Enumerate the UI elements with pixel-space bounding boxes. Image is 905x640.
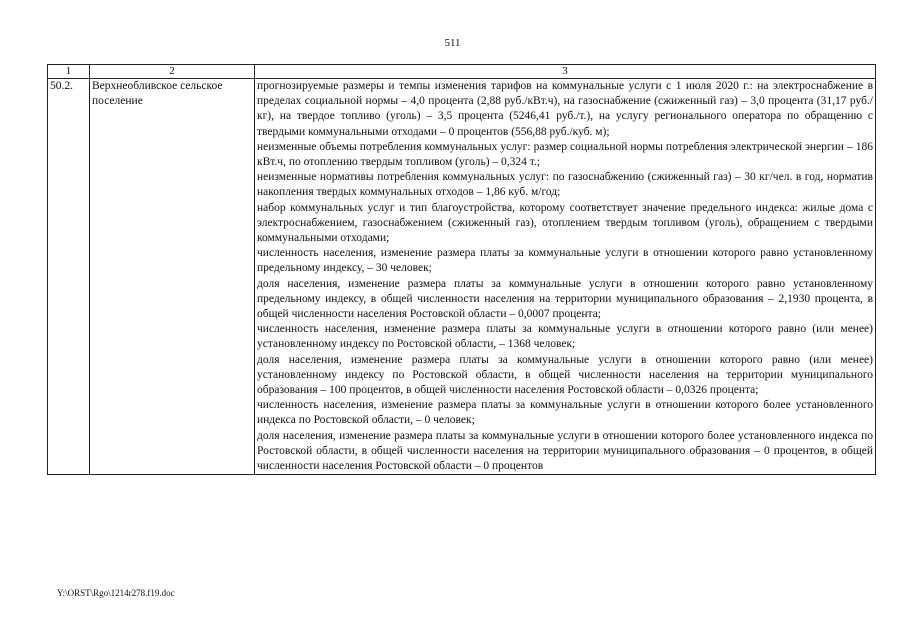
column-header-2: 2 <box>90 65 255 79</box>
column-header-3: 3 <box>255 65 876 79</box>
paragraph-share-equal-limit: доля населения, изменение размера платы за коммунальные услуги в отношении которого равно установленному предельному индексу, в общей численности населения на территории муниципального образования – 2,1930 процента, в общей численности населения Ростовской области – 0,0007 процента; <box>257 277 873 321</box>
footer-file-path: Y:\ORST\Rgo\1214r278.f19.doc <box>57 588 175 598</box>
paragraph-service-set: набор коммунальных услуг и тип благоустройства, которому соответствует значение предельного индекса: жилые дома с электроснабжением, газоснабжением (сжиженный газ), отоплением твердым топливом (уголь), обращением с твердыми коммунальными отходами; <box>257 201 873 245</box>
paragraph-tariff-forecast: прогнозируемые размеры и темпы изменения тарифов на коммунальные услуги с 1 июля 2020 г.: на электроснабжение в пределах социальной нормы – 4,0 процента (2,88 руб./кВт.ч), на газоснабжение (сжиженный газ) – 3,0 процента (31,17 руб./кг), на твердое топливо (уголь) – 3,5 процента (5246,41 руб./т.), на услугу регионального оператора по обращению с твердыми коммунальными отходами – 0 процентов (556,88 руб./куб. м); <box>257 80 873 138</box>
paragraph-population-equal-limit: численность населения, изменение размера платы за коммунальные услуги в отношении которого равно установленному предельному индексу, – 30 человек; <box>257 247 873 275</box>
table-row <box>48 79 876 475</box>
paragraph-population-above-index: численность населения, изменение размера платы за коммунальные услуги в отношении которого более установленного индекса по Ростовской области, – 0 человек; <box>257 399 873 427</box>
paragraph-consumption-volumes: неизменные объемы потребления коммунальных услуг: размер социальной нормы потребления электрической энергии – 186 кВт.ч, по отоплению твердым топливом (уголь) – 0,324 т.; <box>257 140 873 169</box>
table-header-row <box>48 65 876 79</box>
paragraph-population-regional-index: численность населения, изменение размера платы за коммунальные услуги в отношении которого равно (или менее) установленному индексу по Ростовской области, – 1368 человек; <box>257 323 873 351</box>
column-header-1: 1 <box>48 65 90 79</box>
settlement-name: Верхнеобливское сельское поселение <box>90 79 255 475</box>
row-number: 50.2. <box>48 79 90 475</box>
tariff-table <box>47 64 876 475</box>
paragraph-consumption-norms: неизменные нормативы потребления коммунальных услуг: по газоснабжению (сжиженный газ) – 30 кг/чел. в год, норматив накопления твердых коммунальных отходов – 1,86 куб. м/год; <box>257 171 873 199</box>
paragraph-share-regional-index: доля населения, изменение размера платы за коммунальные услуги в отношении которого равно (или менее) установленному индексу по Ростовской области, в общей численности населения на территории муниципального образования – 100 процентов, в общей численности населения Ростовской области – 0,0326 процента; <box>257 353 873 397</box>
page-number: 511 <box>444 37 461 49</box>
paragraph-share-above-index: доля населения, изменение размера платы за коммунальные услуги в отношении которого более установленного индекса по Ростовской области, в общей численности населения на территории муниципального образования – 0 процентов, в общей численности населения Ростовской области – 0 процентов <box>257 429 873 473</box>
tariff-description <box>255 79 876 475</box>
